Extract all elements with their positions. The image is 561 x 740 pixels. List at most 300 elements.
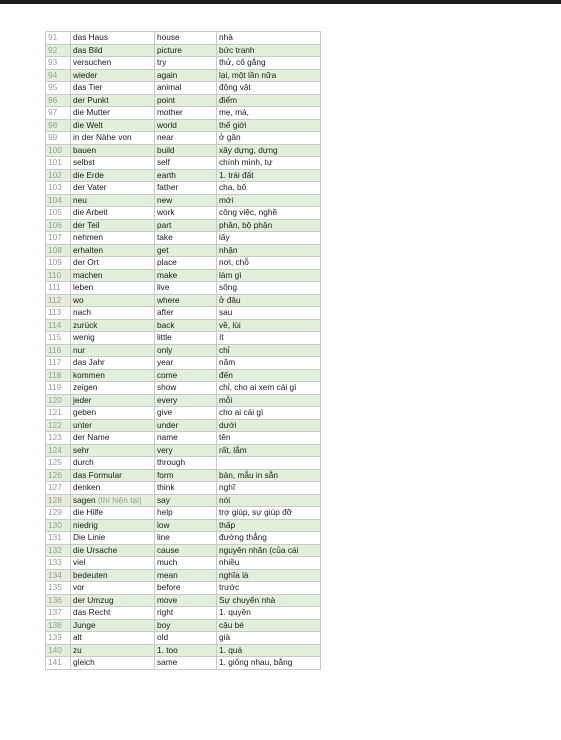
vietnamese-meaning: 1. giống nhau, bằng: [217, 657, 321, 670]
row-number: 96: [46, 94, 71, 107]
row-number: 118: [46, 369, 71, 382]
german-word: nach: [73, 307, 91, 317]
english-word: think: [155, 482, 217, 495]
table-row: [46, 107, 321, 120]
vietnamese-meaning: bức tranh: [217, 44, 321, 57]
english-word: picture: [155, 44, 217, 57]
english-word: same: [155, 657, 217, 670]
german-word: kommen: [73, 369, 105, 380]
german-word-cell: [71, 82, 155, 95]
german-word: viel: [73, 557, 86, 567]
english-word: get: [155, 244, 217, 257]
english-word: cause: [155, 544, 217, 557]
german-word-cell: [71, 619, 155, 632]
vietnamese-meaning: thế giới: [217, 119, 321, 132]
vietnamese-meaning: ở gần: [217, 132, 321, 145]
german-word-cell: [71, 469, 155, 482]
english-word: after: [155, 307, 217, 320]
row-number: 139: [46, 632, 71, 645]
vietnamese-meaning: thấp: [217, 519, 321, 532]
table-row: [46, 494, 321, 507]
row-number: 103: [46, 182, 71, 195]
table-row: [46, 582, 321, 595]
table-row: [46, 219, 321, 232]
german-word: die Arbeit: [73, 207, 108, 217]
german-word-cell: [71, 69, 155, 82]
vietnamese-meaning: ít: [217, 332, 321, 345]
english-word: world: [155, 119, 217, 132]
table-row: [46, 132, 321, 145]
german-word-cell: [71, 494, 155, 507]
table-row: [46, 319, 321, 332]
english-word: back: [155, 319, 217, 332]
row-number: 101: [46, 157, 71, 170]
german-word: der Name: [73, 432, 110, 442]
english-word: very: [155, 444, 217, 457]
table-row: [46, 557, 321, 570]
table-row: [46, 657, 321, 670]
table-row: [46, 182, 321, 195]
table-row: [46, 394, 321, 407]
german-word-cell: [71, 32, 155, 45]
english-word: low: [155, 519, 217, 532]
row-number: 119: [46, 382, 71, 395]
german-word-cell: [71, 594, 155, 607]
german-word-cell: [71, 519, 155, 532]
german-word: alt: [73, 632, 82, 642]
row-number: 114: [46, 319, 71, 332]
row-number: 117: [46, 357, 71, 370]
english-word: come: [155, 369, 217, 382]
row-number: 93: [46, 57, 71, 70]
german-word: der Ort: [73, 257, 99, 267]
row-number: 140: [46, 644, 71, 657]
german-word-cell: [71, 569, 155, 582]
german-word-cell: [71, 294, 155, 307]
german-word-cell: [71, 132, 155, 145]
english-word: right: [155, 607, 217, 620]
table-row: [46, 594, 321, 607]
english-word: where: [155, 294, 217, 307]
vietnamese-meaning: mới: [217, 194, 321, 207]
vietnamese-meaning: điểm: [217, 94, 321, 107]
german-word: das Haus: [73, 32, 109, 42]
row-number: 125: [46, 457, 71, 470]
row-number: 121: [46, 407, 71, 420]
table-row: [46, 307, 321, 320]
table-row: [46, 519, 321, 532]
table-row: [46, 244, 321, 257]
vietnamese-meaning: 1. trái đất: [217, 169, 321, 182]
german-word-note: (thì hiện tại): [97, 494, 142, 505]
row-number: 128: [46, 494, 71, 507]
german-word: der Punkt: [73, 94, 109, 105]
german-word: das Bild: [73, 44, 103, 55]
vietnamese-meaning: mẹ, má,: [217, 107, 321, 120]
german-word-cell: [71, 244, 155, 257]
vietnamese-meaning: già: [217, 632, 321, 645]
vietnamese-meaning: lại, một lần nữa: [217, 69, 321, 82]
row-number: 99: [46, 132, 71, 145]
german-word: Die Linie: [73, 532, 106, 542]
german-word: Junge: [73, 619, 96, 630]
table-row: [46, 69, 321, 82]
table-row: [46, 469, 321, 482]
english-word: place: [155, 257, 217, 270]
german-word: nur: [73, 344, 85, 355]
table-row: [46, 457, 321, 470]
german-word-cell: [71, 307, 155, 320]
german-word-cell: [71, 94, 155, 107]
german-word-cell: [71, 257, 155, 270]
row-number: 135: [46, 582, 71, 595]
german-word-cell: [71, 169, 155, 182]
vietnamese-meaning: cha, bố: [217, 182, 321, 195]
german-word-cell: [71, 582, 155, 595]
vietnamese-meaning: chỉ, cho ai xem cái gì: [217, 382, 321, 395]
table-row: [46, 544, 321, 557]
german-word-cell: [71, 607, 155, 620]
german-word-cell: [71, 644, 155, 657]
german-word-cell: [71, 144, 155, 157]
german-word-cell: [71, 632, 155, 645]
vietnamese-meaning: tên: [217, 432, 321, 445]
row-number: 109: [46, 257, 71, 270]
vietnamese-meaning: năm: [217, 357, 321, 370]
german-word: der Teil: [73, 219, 100, 230]
german-word: die Welt: [73, 119, 103, 130]
english-word: work: [155, 207, 217, 220]
german-word: wo: [73, 294, 84, 305]
english-word: help: [155, 507, 217, 520]
vocabulary-table: [45, 31, 321, 670]
row-number: 91: [46, 32, 71, 45]
german-word-cell: [71, 544, 155, 557]
german-word-cell: [71, 382, 155, 395]
german-word-cell: [71, 557, 155, 570]
english-word: take: [155, 232, 217, 245]
german-word-cell: [71, 182, 155, 195]
row-number: 133: [46, 557, 71, 570]
english-word: year: [155, 357, 217, 370]
english-word: little: [155, 332, 217, 345]
vietnamese-meaning: thử, cố gắng: [217, 57, 321, 70]
row-number: 134: [46, 569, 71, 582]
german-word: wenig: [73, 332, 95, 342]
row-number: 106: [46, 219, 71, 232]
german-word: das Formular: [73, 469, 122, 480]
english-word: only: [155, 344, 217, 357]
german-word: zu: [73, 644, 82, 655]
english-word: point: [155, 94, 217, 107]
table-row: [46, 294, 321, 307]
english-word: through: [155, 457, 217, 470]
row-number: 95: [46, 82, 71, 95]
german-word: die Erde: [73, 169, 104, 180]
german-word: bauen: [73, 144, 97, 155]
vietnamese-meaning: bản, mẫu in sẵn: [217, 469, 321, 482]
table-row: [46, 207, 321, 220]
row-number: 141: [46, 657, 71, 670]
row-number: 104: [46, 194, 71, 207]
table-row: [46, 507, 321, 520]
row-number: 130: [46, 519, 71, 532]
english-word: move: [155, 594, 217, 607]
english-word: live: [155, 282, 217, 295]
row-number: 113: [46, 307, 71, 320]
english-word: boy: [155, 619, 217, 632]
german-word: sehr: [73, 444, 90, 455]
table-row: [46, 532, 321, 545]
english-word: part: [155, 219, 217, 232]
german-word: das Jahr: [73, 357, 105, 367]
table-row: [46, 82, 321, 95]
english-word: mother: [155, 107, 217, 120]
german-word: machen: [73, 269, 103, 280]
english-word: line: [155, 532, 217, 545]
row-number: 102: [46, 169, 71, 182]
german-word-cell: [71, 444, 155, 457]
german-word: niedrig: [73, 519, 98, 530]
table-row: [46, 94, 321, 107]
row-number: 100: [46, 144, 71, 157]
english-word: form: [155, 469, 217, 482]
english-word: before: [155, 582, 217, 595]
vietnamese-meaning: dưới: [217, 419, 321, 432]
table-row: [46, 32, 321, 45]
vietnamese-meaning: mỗi: [217, 394, 321, 407]
table-row: [46, 119, 321, 132]
german-word-cell: [71, 394, 155, 407]
row-number: 131: [46, 532, 71, 545]
german-word-cell: [71, 357, 155, 370]
row-number: 132: [46, 544, 71, 557]
vietnamese-meaning: nhận: [217, 244, 321, 257]
german-word-cell: [71, 482, 155, 495]
table-row: [46, 619, 321, 632]
row-number: 112: [46, 294, 71, 307]
table-row: [46, 482, 321, 495]
table-row: [46, 269, 321, 282]
row-number: 116: [46, 344, 71, 357]
english-word: much: [155, 557, 217, 570]
vietnamese-meaning: 1. quá: [217, 644, 321, 657]
german-word: in der Nähe von: [73, 132, 132, 142]
table-row: [46, 332, 321, 345]
row-number: 110: [46, 269, 71, 282]
english-word: try: [155, 57, 217, 70]
top-bar: [0, 0, 561, 4]
german-word: denken: [73, 482, 101, 492]
german-word-cell: [71, 207, 155, 220]
german-word-cell: [71, 457, 155, 470]
row-number: 123: [46, 432, 71, 445]
vietnamese-meaning: rất, lắm: [217, 444, 321, 457]
german-word-cell: [71, 44, 155, 57]
vietnamese-meaning: chỉ: [217, 344, 321, 357]
english-word: new: [155, 194, 217, 207]
vietnamese-meaning: công việc, nghề: [217, 207, 321, 220]
german-word-cell: [71, 657, 155, 670]
table-row: [46, 232, 321, 245]
english-word: name: [155, 432, 217, 445]
vietnamese-meaning: phần, bộ phận: [217, 219, 321, 232]
vietnamese-meaning: [217, 457, 321, 470]
table-row: [46, 444, 321, 457]
german-word: nehmen: [73, 232, 103, 242]
english-word: self: [155, 157, 217, 170]
german-word: das Tier: [73, 82, 103, 92]
vietnamese-meaning: đến: [217, 369, 321, 382]
vietnamese-meaning: xây dựng, dựng: [217, 144, 321, 157]
german-word-cell: [71, 532, 155, 545]
row-number: 127: [46, 482, 71, 495]
vietnamese-meaning: đường thẳng: [217, 532, 321, 545]
row-number: 98: [46, 119, 71, 132]
german-word: wieder: [73, 69, 98, 80]
table-row: [46, 57, 321, 70]
german-word: vor: [73, 582, 85, 592]
german-word: sagen: [73, 494, 96, 505]
german-word: unter: [73, 419, 92, 430]
row-number: 111: [46, 282, 71, 295]
vietnamese-meaning: cho ai cái gì: [217, 407, 321, 420]
table-row: [46, 607, 321, 620]
german-word: durch: [73, 457, 94, 467]
table-row: [46, 344, 321, 357]
german-word-cell: [71, 57, 155, 70]
vietnamese-meaning: nói: [217, 494, 321, 507]
german-word-cell: [71, 282, 155, 295]
vietnamese-meaning: trước: [217, 582, 321, 595]
table-row: [46, 157, 321, 170]
table-row: [46, 382, 321, 395]
vietnamese-meaning: lấy: [217, 232, 321, 245]
table-row: [46, 194, 321, 207]
table-row: [46, 569, 321, 582]
english-word: animal: [155, 82, 217, 95]
german-word: neu: [73, 194, 87, 205]
german-word-cell: [71, 269, 155, 282]
vietnamese-meaning: sau: [217, 307, 321, 320]
table-row: [46, 432, 321, 445]
row-number: 94: [46, 69, 71, 82]
english-word: 1. too: [155, 644, 217, 657]
german-word-cell: [71, 232, 155, 245]
table-row: [46, 144, 321, 157]
english-word: under: [155, 419, 217, 432]
german-word: der Vater: [73, 182, 107, 192]
row-number: 126: [46, 469, 71, 482]
english-word: father: [155, 182, 217, 195]
german-word: zeigen: [73, 382, 98, 392]
vietnamese-meaning: trợ giúp, sự giúp đỡ: [217, 507, 321, 520]
table-row: [46, 369, 321, 382]
german-word-cell: [71, 194, 155, 207]
row-number: 92: [46, 44, 71, 57]
german-word-cell: [71, 344, 155, 357]
english-word: build: [155, 144, 217, 157]
row-number: 124: [46, 444, 71, 457]
english-word: give: [155, 407, 217, 420]
table-row: [46, 419, 321, 432]
row-number: 122: [46, 419, 71, 432]
english-word: show: [155, 382, 217, 395]
german-word-cell: [71, 369, 155, 382]
german-word-cell: [71, 332, 155, 345]
english-word: old: [155, 632, 217, 645]
english-word: make: [155, 269, 217, 282]
german-word: der Umzug: [73, 594, 114, 605]
vietnamese-meaning: nguyên nhân (của cái: [217, 544, 321, 557]
table-row: [46, 257, 321, 270]
german-word: versuchen: [73, 57, 112, 67]
german-word-cell: [71, 419, 155, 432]
row-number: 137: [46, 607, 71, 620]
vietnamese-meaning: ở đâu: [217, 294, 321, 307]
german-word-cell: [71, 157, 155, 170]
german-word-cell: [71, 507, 155, 520]
vietnamese-meaning: nhà: [217, 32, 321, 45]
german-word-cell: [71, 407, 155, 420]
vietnamese-meaning: động vật: [217, 82, 321, 95]
german-word: leben: [73, 282, 94, 292]
english-word: near: [155, 132, 217, 145]
german-word: zurück: [73, 319, 98, 330]
table-row: [46, 169, 321, 182]
german-word: die Ursache: [73, 544, 118, 555]
german-word: die Mutter: [73, 107, 110, 117]
german-word: geben: [73, 407, 97, 417]
row-number: 108: [46, 244, 71, 257]
german-word: die Hilfe: [73, 507, 103, 517]
table-row: [46, 407, 321, 420]
row-number: 129: [46, 507, 71, 520]
vocabulary-table-body: [46, 32, 321, 670]
german-word-cell: [71, 432, 155, 445]
german-word-cell: [71, 119, 155, 132]
english-word: mean: [155, 569, 217, 582]
table-row: [46, 357, 321, 370]
vietnamese-meaning: cậu bé: [217, 619, 321, 632]
vietnamese-meaning: chính mình, tự: [217, 157, 321, 170]
row-number: 107: [46, 232, 71, 245]
table-row: [46, 44, 321, 57]
vietnamese-meaning: 1. quyền: [217, 607, 321, 620]
german-word: erhalten: [73, 244, 103, 255]
german-word: gleich: [73, 657, 95, 667]
vietnamese-meaning: nghĩa là: [217, 569, 321, 582]
vietnamese-meaning: làm gì: [217, 269, 321, 282]
english-word: say: [155, 494, 217, 507]
row-number: 120: [46, 394, 71, 407]
row-number: 97: [46, 107, 71, 120]
row-number: 115: [46, 332, 71, 345]
row-number: 105: [46, 207, 71, 220]
german-word-cell: [71, 107, 155, 120]
row-number: 138: [46, 619, 71, 632]
vietnamese-meaning: nghĩ: [217, 482, 321, 495]
table-row: [46, 282, 321, 295]
vietnamese-meaning: về, lùi: [217, 319, 321, 332]
english-word: every: [155, 394, 217, 407]
table-row: [46, 632, 321, 645]
english-word: house: [155, 32, 217, 45]
vietnamese-meaning: Sự chuyển nhà: [217, 594, 321, 607]
english-word: earth: [155, 169, 217, 182]
vietnamese-meaning: nhiều: [217, 557, 321, 570]
vietnamese-meaning: sống: [217, 282, 321, 295]
